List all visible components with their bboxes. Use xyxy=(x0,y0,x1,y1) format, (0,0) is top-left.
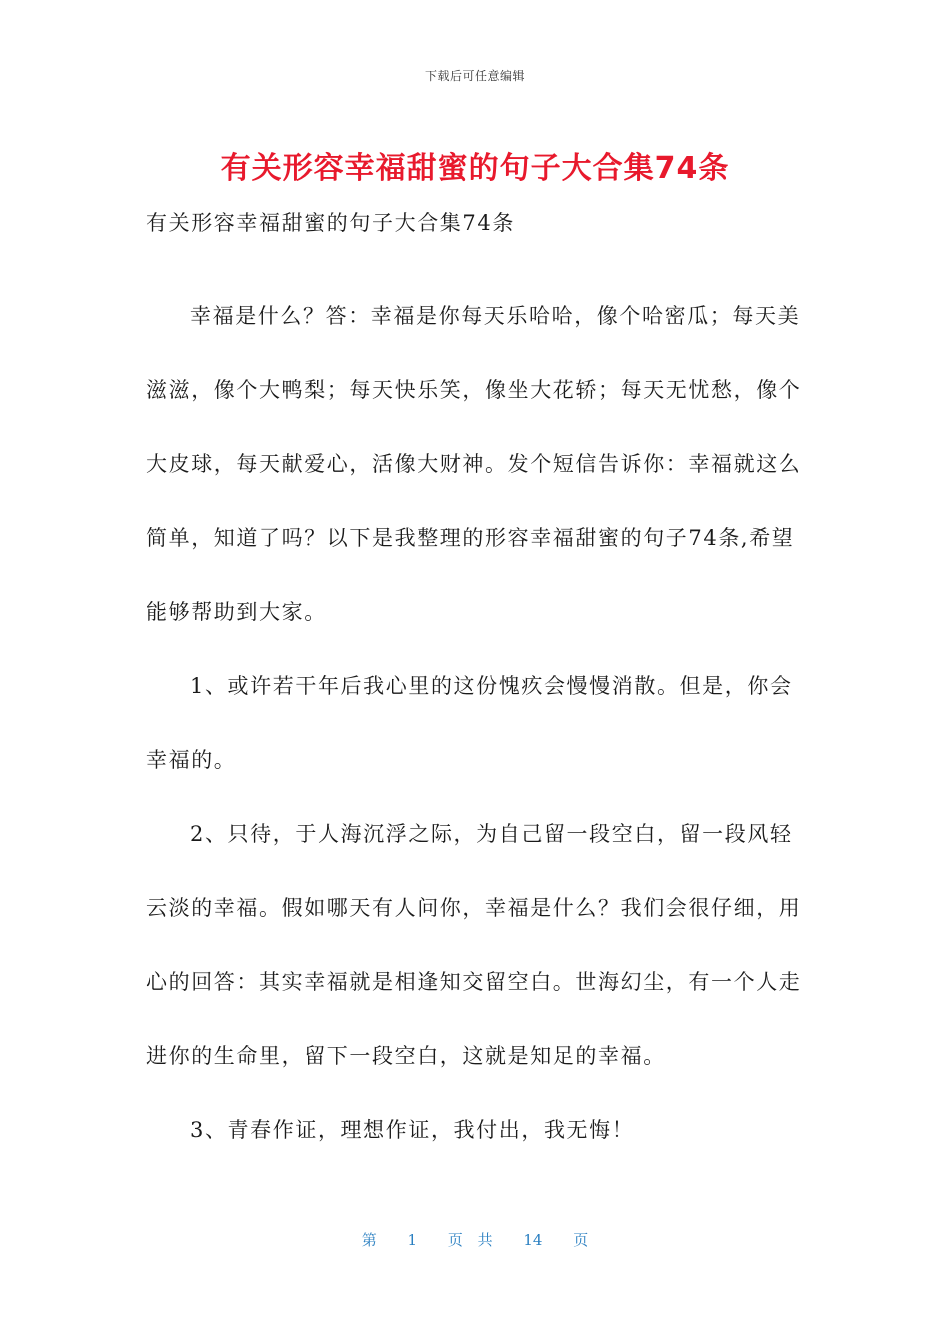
header-note: 下载后可任意编辑 xyxy=(424,69,525,83)
footer-label-pre: 第 xyxy=(361,1231,377,1249)
footer-label-mid: 页 共 xyxy=(447,1231,493,1249)
paragraph-1: 1、或许若干年后我心里的这份愧疚会慢慢消散。但是，你会幸福的。 xyxy=(146,674,793,772)
footer-page-current: 1 xyxy=(407,1231,418,1249)
document-title: 有关形容幸福甜蜜的句子大合集74条 xyxy=(220,151,730,186)
page-footer xyxy=(0,1229,950,1250)
document-body xyxy=(146,205,806,1167)
paragraph-intro: 幸福是什么？答：幸福是你每天乐哈哈，像个哈密瓜；每天美滋滋，像个大鸭梨；每天快乐笑，像坐大花轿；每天无忧愁，像个大皮球，每天献爱心，活像大财神。发个短信告诉你：幸福就这么简单，知道了吗？以下是我整理的形容幸福甜蜜的句子74条,希望能够帮助到大家。 xyxy=(146,304,802,624)
footer-page-total: 14 xyxy=(523,1231,543,1249)
paragraph-2: 2、只待，于人海沉浮之际，为自己留一段空白，留一段风轻云淡的幸福。假如哪天有人问你，幸福是什么？我们会很仔细，用心的回答：其实幸福就是相逢知交留空白。世海幻尘，有一个人走进你的生命里，留下一段空白，这就是知足的幸福。 xyxy=(146,822,802,1068)
document-subtitle: 有关形容幸福甜蜜的句子大合集74条 xyxy=(146,211,515,235)
footer-label-post: 页 xyxy=(573,1231,589,1249)
paragraph-3: 3、青春作证，理想作证，我付出，我无悔！ xyxy=(190,1118,635,1142)
